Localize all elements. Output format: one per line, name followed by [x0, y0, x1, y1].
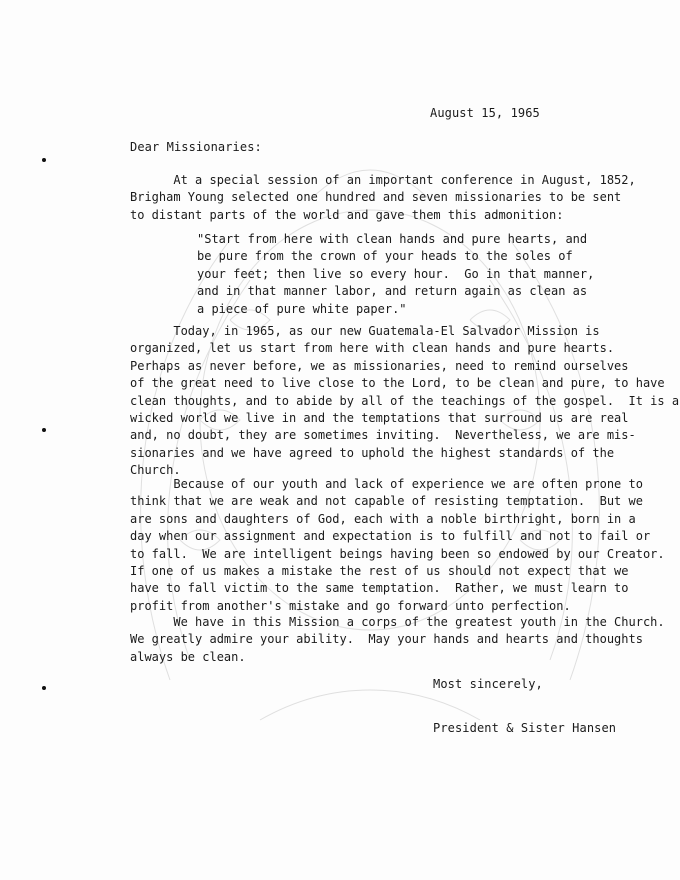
punch-hole	[42, 158, 46, 162]
text-line: wicked world we live in and the temptations that surround us are real	[130, 410, 629, 425]
text-line: If one of us makes a mistake the rest of us should not expect that we	[130, 563, 629, 578]
text-line: have to fall victim to the same temptation. Rather, we must learn to	[130, 581, 629, 596]
text-line: your feet; then live so every hour. Go in that manner,	[197, 266, 595, 281]
text-line: day when our assignment and expectation is to fulfill and not to fail or	[130, 529, 651, 544]
text-line: Brigham Young selected one hundred and seven missionaries to be sent	[130, 190, 622, 205]
text-line: "Start from here with clean hands and pure hearts, and	[197, 232, 588, 246]
text-line: clean thoughts, and to abide by all of the teachings of the gospel. It is a	[130, 393, 680, 408]
punch-hole	[42, 686, 46, 690]
text-line: Because of our youth and lack of experience we are often prone to	[130, 477, 643, 491]
text-line: of the great need to live close to the Lord, to be clean and pure, to have	[130, 376, 665, 391]
text-line: and in that manner labor, and return again as clean as	[197, 284, 588, 299]
punch-hole	[42, 428, 46, 432]
text-line: and, no doubt, they are sometimes inviting. Nevertheless, we are mis-	[130, 428, 636, 443]
text-line: to fall. We are intelligent beings having been so endowed by our Creator.	[130, 546, 665, 561]
text-line: think that we are weak and not capable of resisting temptation. But we	[130, 494, 643, 509]
text-line: Church.	[130, 463, 181, 478]
paragraph-closing	[130, 614, 665, 666]
text-line: are sons and daughters of God, each with a noble birthright, born in a	[130, 511, 636, 526]
text-line: Today, in 1965, as our new Guatemala-El Salvador Mission is	[130, 324, 600, 338]
paragraph-conference	[130, 172, 636, 224]
text-line: We have in this Mission a corps of the greatest youth in the Church.	[130, 615, 665, 629]
text-line: to distant parts of the world and gave them this admonition:	[130, 207, 564, 222]
text-line: profit from another's mistake and go forward unto perfection.	[130, 598, 571, 613]
salutation: Dear Missionaries:	[130, 140, 262, 154]
paragraph-youth	[130, 476, 665, 615]
paragraph-today	[130, 323, 679, 480]
block-quote	[197, 231, 594, 318]
text-line: sionaries and we have agreed to uphold the highest standards of the	[130, 445, 615, 460]
text-line: organized, let us start from here with clean hands and pure hearts.	[130, 341, 615, 356]
letter-date: August 15, 1965	[430, 106, 540, 120]
text-line: Perhaps as never before, we as missionaries, need to remind ourselves	[130, 358, 629, 373]
signature-line: President & Sister Hansen	[433, 721, 617, 735]
text-line: a piece of pure white paper."	[197, 301, 407, 316]
text-line: always be clean.	[130, 649, 246, 664]
text-line: be pure from the crown of your heads to the soles of	[197, 249, 573, 264]
text-line: At a special session of an important conference in August, 1852,	[130, 173, 636, 187]
text-line: We greatly admire your ability. May your hands and hearts and thoughts	[130, 632, 643, 647]
complimentary-close: Most sincerely,	[433, 677, 543, 691]
